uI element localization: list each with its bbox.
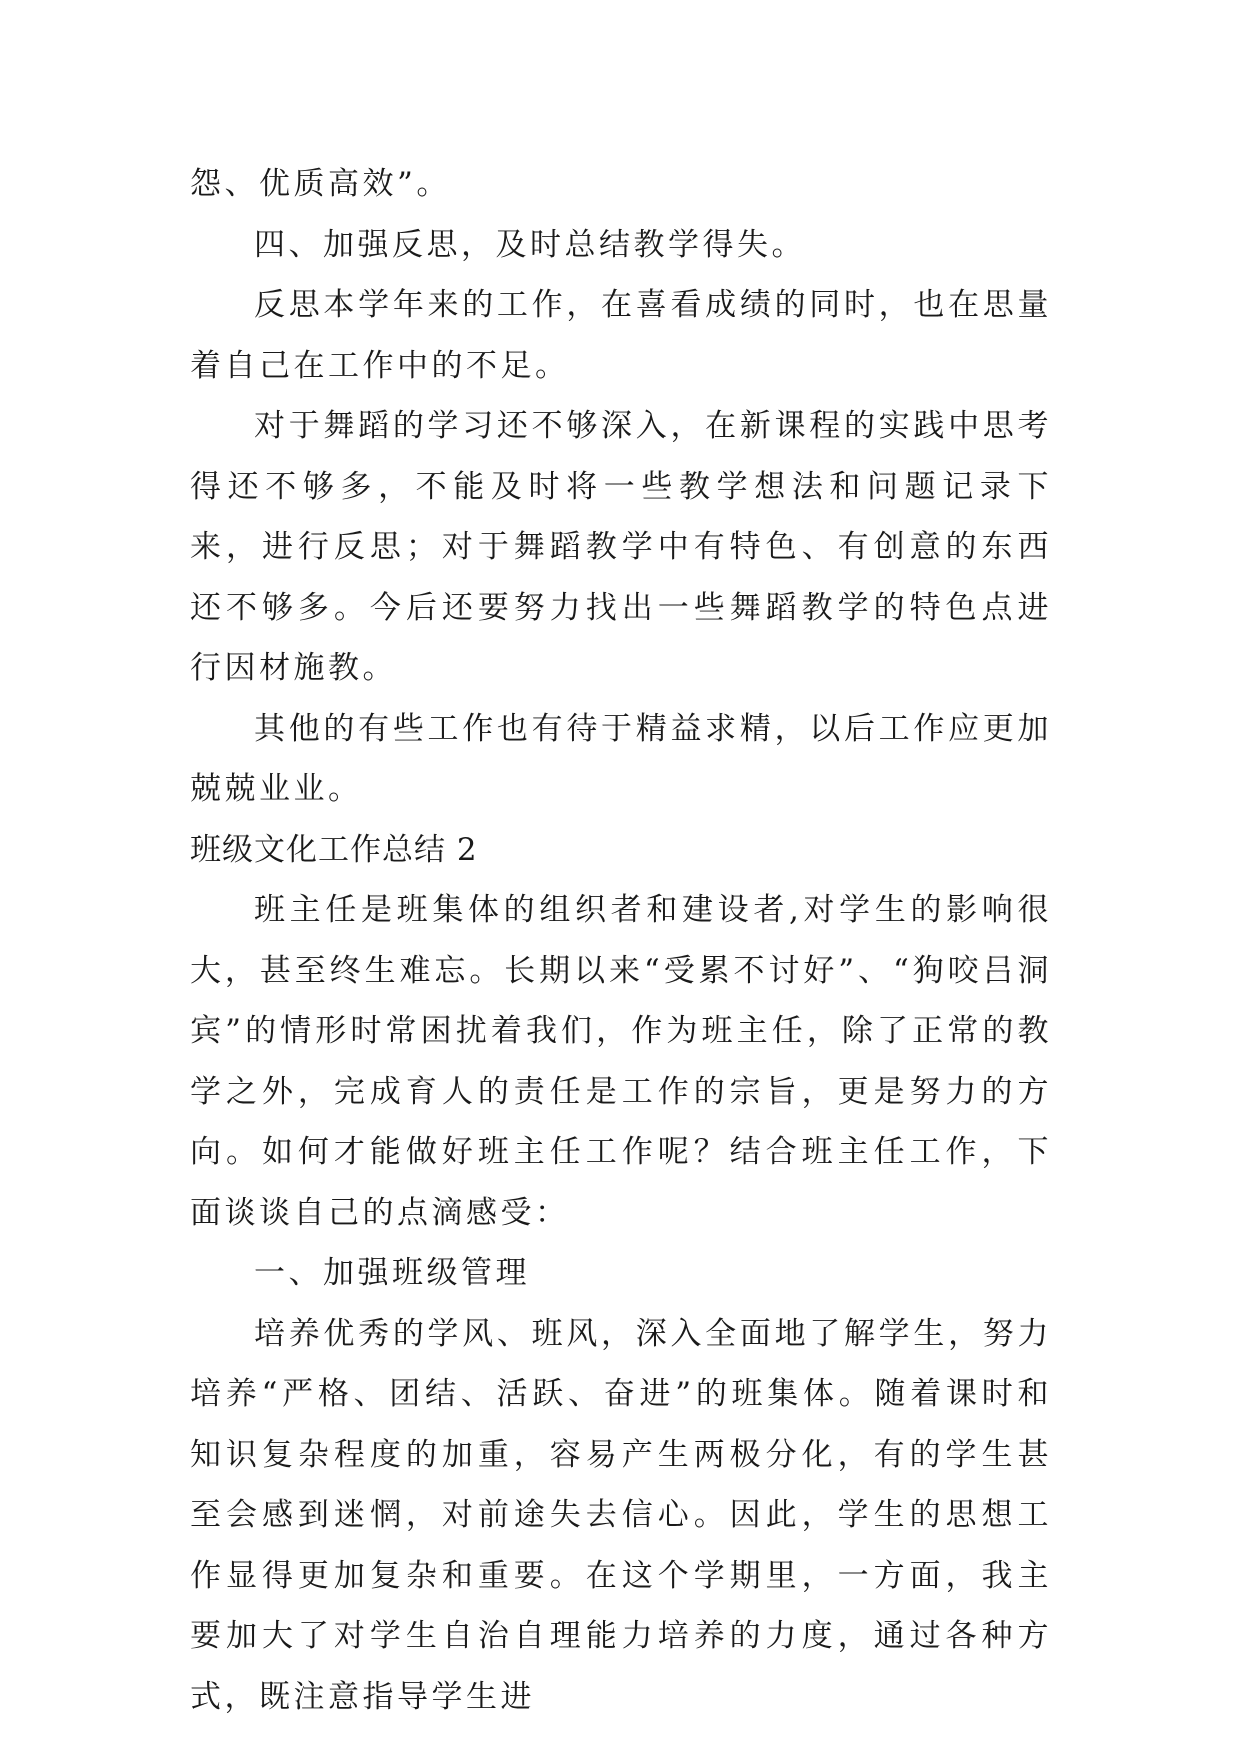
paragraph-improvement: 其他的有些工作也有待于精益求精，以后工作应更加兢兢业业。	[190, 710, 1052, 807]
paragraph-reflection: 反思本学年来的工作，在喜看成绩的同时，也在思量着自己在工作中的不足。	[190, 287, 1052, 384]
document-title: 班级文化工作总结 2	[190, 831, 478, 868]
paragraph-class-management: 培养优秀的学风、班风，深入全面地了解学生，努力培养“严格、团结、活跃、奋进”的班集体。随着课时和知识复杂程度的加重，容易产生两极分化，有的学生甚至会感到迷惘，对前途失去信心。因此，学生的思想工作显得更加复杂和重要。在这个学期里，一方面，我主要加大了对学生自治自理能力培养的力度，通过各种方式，既注意指导学生进	[190, 1315, 1052, 1715]
section-heading-class-management: 一、加强班级管理	[254, 1255, 530, 1291]
paragraph-continuation: 怨、优质高效”。	[190, 166, 451, 202]
paragraph-intro: 班主任是班集体的组织者和建设者,对学生的影响很大，甚至终生难忘。长期以来“受累不讨好”、“狗咬吕洞宾”的情形时常困扰着我们，作为班主任，除了正常的教学之外，完成育人的责任是工作的宗旨，更是努力的方向。如何才能做好班主任工作呢？结合班主任工作，下面谈谈自己的点滴感受：	[190, 892, 1052, 1231]
section-heading-reflection: 四、加强反思，及时总结教学得失。	[254, 226, 806, 263]
document-body	[190, 154, 1052, 1727]
paragraph-shortcomings: 对于舞蹈的学习还不够深入，在新课程的实践中思考得还不够多，不能及时将一些教学想法和问题记录下来，进行反思；对于舞蹈教学中有特色、有创意的东西还不够多。今后还要努力找出一些舞蹈教学的特色点进行因材施教。	[190, 408, 1052, 686]
